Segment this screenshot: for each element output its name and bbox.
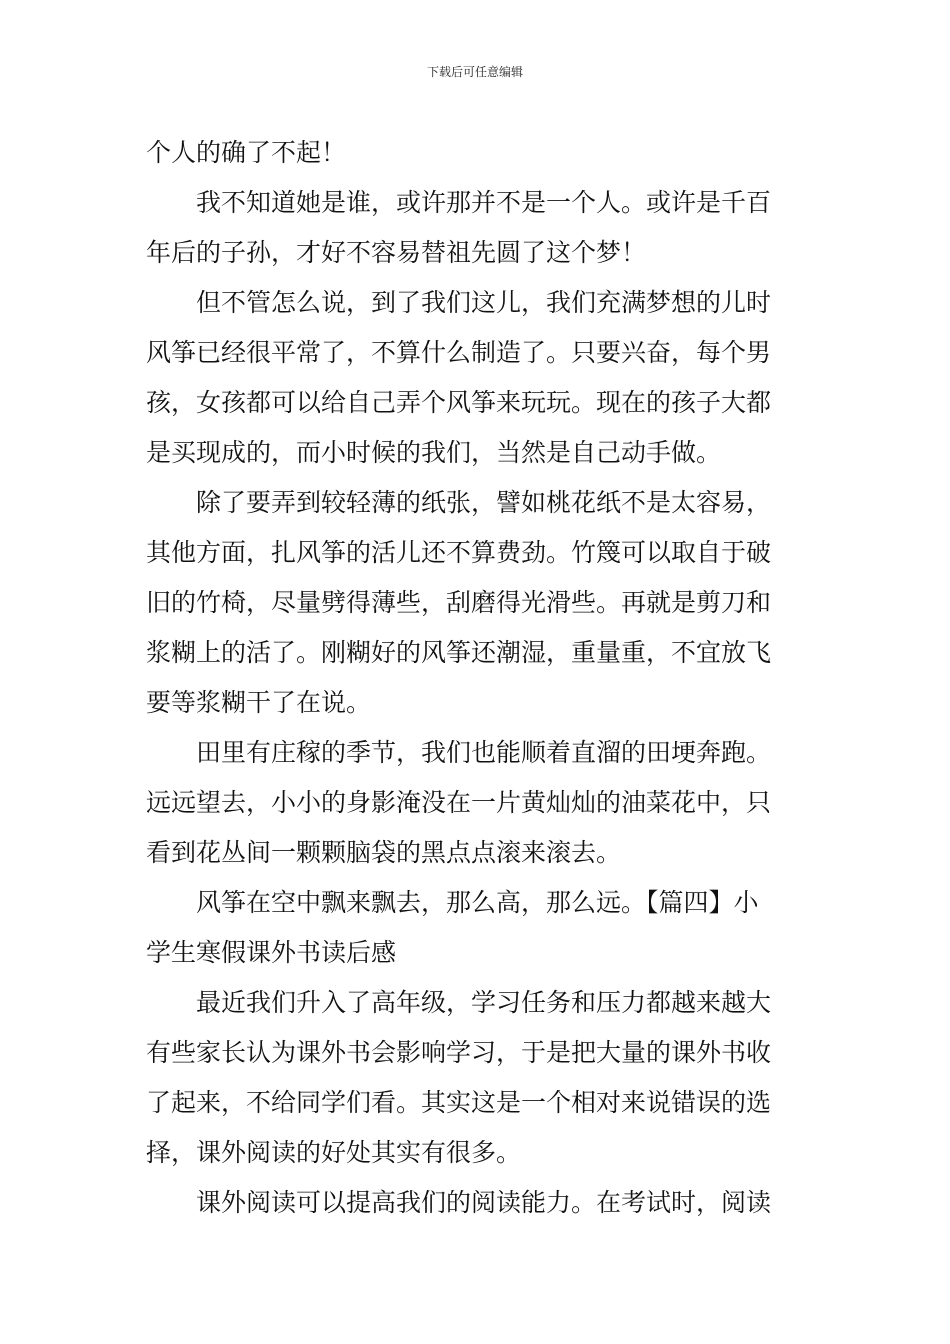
text-line: 浆糊上的活了。刚糊好的风筝还潮湿，重量重，不宜放飞 <box>146 638 772 667</box>
text-line: 其他方面，扎风筝的活儿还不算费劲。竹篾可以取自于破 <box>146 538 772 567</box>
text-line: 孩，女孩都可以给自己弄个风筝来玩玩。现在的孩子大都 <box>146 388 772 417</box>
text-line: 我不知道她是谁，或许那并不是一个人。或许是千百 <box>196 188 772 217</box>
text-line: 择，课外阅读的好处其实有很多。 <box>146 1138 522 1167</box>
page-header: 下载后可任意编辑 <box>426 65 523 79</box>
text-line: 风筝在空中飘来飘去，那么高，那么远。【篇四】小 <box>196 888 759 917</box>
text-line: 了起来，不给同学们看。其实这是一个相对来说错误的选 <box>146 1088 772 1117</box>
text-line: 个人的确了不起！ <box>146 138 347 167</box>
text-line: 远远望去，小小的身影淹没在一片黄灿灿的油菜花中，只 <box>146 788 772 817</box>
text-line: 但不管怎么说，到了我们这儿，我们充满梦想的儿时 <box>196 288 772 317</box>
text-line: 有些家长认为课外书会影响学习，于是把大量的课外书收 <box>146 1038 772 1067</box>
text-line: 学生寒假课外书读后感 <box>146 938 397 967</box>
text-line: 课外阅读可以提高我们的阅读能力。在考试时，阅读 <box>196 1188 772 1217</box>
text-line: 风筝已经很平常了，不算什么制造了。只要兴奋，每个男 <box>146 338 772 367</box>
text-line: 除了要弄到较轻薄的纸张，譬如桃花纸不是太容易， <box>196 488 772 517</box>
text-line: 看到花丛间一颗颗脑袋的黑点点滚来滚去。 <box>146 838 622 867</box>
body-text <box>146 128 806 1228</box>
text-line: 田里有庄稼的季节，我们也能顺着直溜的田埂奔跑。 <box>196 738 772 767</box>
text-line: 最近我们升入了高年级，学习任务和压力都越来越大 <box>196 988 772 1017</box>
text-line: 年后的子孙，才好不容易替祖先圆了这个梦！ <box>146 238 647 267</box>
text-line: 要等浆糊干了在说。 <box>146 688 372 717</box>
text-line: 是买现成的，而小时候的我们，当然是自己动手做。 <box>146 438 722 467</box>
text-line: 旧的竹椅，尽量劈得薄些，刮磨得光滑些。再就是剪刀和 <box>146 588 772 617</box>
